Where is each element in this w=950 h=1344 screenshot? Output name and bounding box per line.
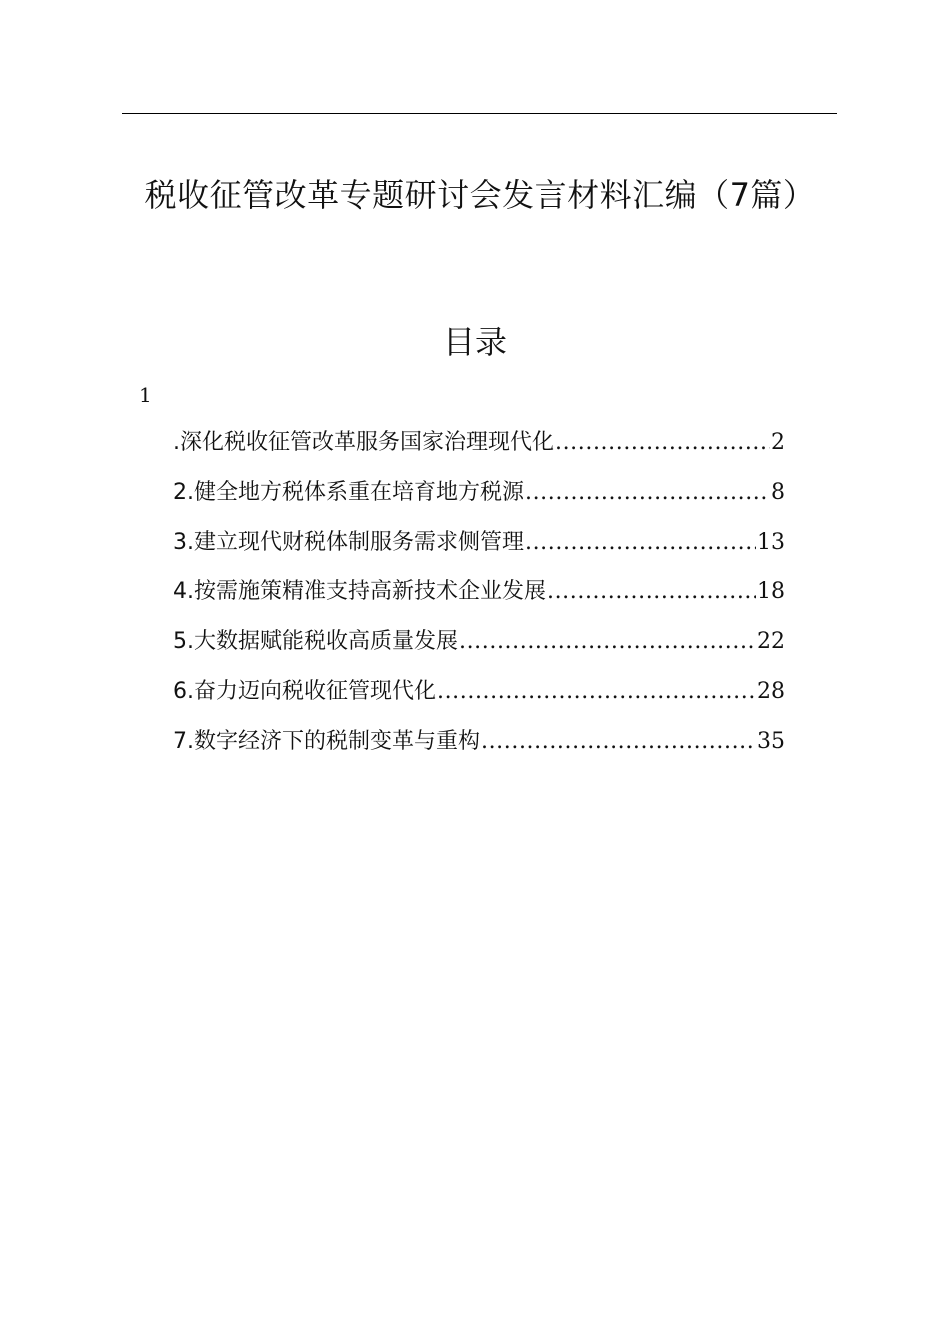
toc-entry-title: .深化税收征管改革服务国家治理现代化 [173,430,554,455]
toc-leader-dots [555,424,770,462]
toc-entry-title: 7.数字经济下的税制变革与重构 [173,728,480,754]
document-title: 税收征管改革专题研讨会发言材料汇编（7篇） [144,176,816,214]
header-rule [122,113,837,114]
toc-entry-title: 5.大数据赋能税收高质量发展 [173,629,458,655]
toc-entry[interactable] [173,723,785,773]
toc-entry[interactable] [173,573,785,623]
toc-list [173,424,785,773]
toc-entry[interactable] [173,474,785,524]
toc-entry-page: 28 [757,678,785,704]
toc-entry-page: 22 [757,629,785,655]
toc-entry-title: 4.按需施策精准支持高新技术企业发展 [173,579,546,605]
toc-entry-title: 6.奋力迈向税收征管现代化 [173,678,436,704]
toc-leader-dots [525,524,756,562]
toc-entry[interactable] [173,673,785,723]
toc-entry-title: 3.建立现代财税体制服务需求侧管理 [173,529,524,555]
toc-entry-page: 8 [771,479,785,505]
toc-entry[interactable] [173,424,785,474]
toc-leader-dots [547,573,756,611]
toc-entry-title: 2.健全地方税体系重在培育地方税源 [173,479,524,505]
toc-heading: 目录 [442,323,507,361]
toc-entry-page: 18 [757,579,785,605]
toc-entry[interactable] [173,524,785,574]
toc-leader-dots [481,723,756,761]
toc-entry[interactable] [173,623,785,673]
toc-entry-page: 35 [757,728,785,754]
toc-entry-page: 13 [757,529,785,555]
toc-leader-dots [525,474,770,512]
toc-stray-number: 1 [139,383,152,407]
toc-leader-dots [459,623,756,661]
toc-entry-page: 2 [771,430,785,455]
toc-leader-dots [437,673,756,711]
